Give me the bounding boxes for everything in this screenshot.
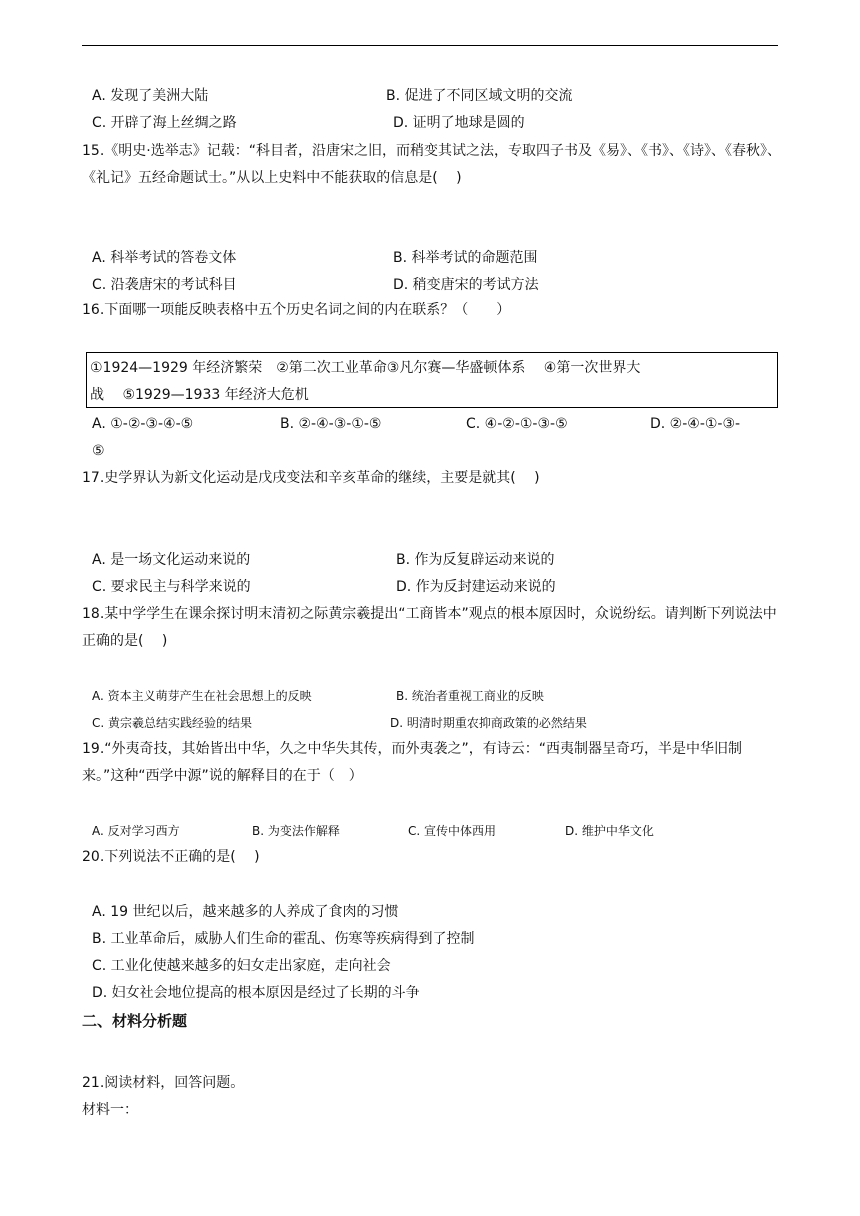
q14-option-d[interactable]: D. 证明了地球是圆的 (393, 115, 525, 131)
q20-option-d[interactable]: D. 妇女社会地位提高的根本原因是经过了长期的斗争 (92, 985, 420, 1001)
q20-option-a[interactable]: A. 19 世纪以后，越来越多的人养成了食肉的习惯 (92, 904, 399, 920)
q17-option-d[interactable]: D. 作为反封建运动来说的 (396, 579, 556, 595)
q18-option-a[interactable]: A. 资本主义萌芽产生在社会思想上的反映 (92, 689, 312, 703)
q19-stem: 19.“外夷奇技，其始皆出中华，久之中华失其传，而外夷袭之”，有诗云：“西夷制器呈奇巧，半是中华旧制来。”这种“西学中源”说的解释目的在于（ ） (82, 741, 743, 784)
q15-option-b[interactable]: B. 科举考试的命题范围 (393, 250, 538, 266)
q15-option-d[interactable]: D. 稍变唐宋的考试方法 (393, 277, 539, 293)
q21-stem: 21.阅读材料，回答问题。 (82, 1075, 245, 1091)
q18-option-b[interactable]: B. 统治者重视工商业的反映 (396, 689, 544, 703)
q16-option-a[interactable]: A. ①-②-③-④-⑤ (92, 416, 194, 432)
q20-option-b[interactable]: B. 工业革命后，威胁人们生命的霍乱、伤寒等疾病得到了控制 (92, 931, 475, 947)
q16-terms-line1: ①1924—1929 年经济繁荣 ②第二次工业革命③凡尔赛—华盛顿体系 ④第一次世界大 (90, 360, 641, 376)
q17-stem: 17.史学界认为新文化运动是戊戌变法和辛亥革命的继续，主要是就其( ) (82, 470, 540, 486)
q16-option-c[interactable]: C. ④-②-①-③-⑤ (466, 416, 568, 432)
q19-option-d[interactable]: D. 维护中华文化 (565, 824, 654, 838)
header-rule (82, 45, 778, 46)
q15-option-c[interactable]: C. 沿袭唐宋的考试科目 (92, 277, 237, 293)
q17-option-a[interactable]: A. 是一场文化运动来说的 (92, 552, 251, 568)
q19-option-a[interactable]: A. 反对学习西方 (92, 824, 180, 838)
q19-option-b[interactable]: B. 为变法作解释 (252, 824, 340, 838)
q20-stem: 20.下列说法不正确的是( ) (82, 849, 260, 865)
q16-terms-line2: 战 ⑤1929—1933 年经济大危机 (90, 387, 309, 403)
q14-option-b[interactable]: B. 促进了不同区域文明的交流 (386, 88, 573, 104)
q17-option-b[interactable]: B. 作为反复辟运动来说的 (396, 552, 555, 568)
q18-option-d[interactable]: D. 明清时期重农抑商政策的必然结果 (390, 716, 587, 730)
q21-material-one-label: 材料一： (82, 1102, 138, 1118)
q14-option-c[interactable]: C. 开辟了海上丝绸之路 (92, 115, 237, 131)
q15-stem: 15.《明史·选举志》记载：“科目者，沿唐宋之旧，而稍变其试之法，专取四子书及《易》、《书》、《诗》、《春秋》、《礼记》五经命题试士。”从以上史料中不能获取的信息是( ) (82, 143, 781, 186)
q18-stem: 18.某中学学生在课余探讨明末清初之际黄宗羲提出“工商皆本”观点的根本原因时，众说纷纭。请判断下列说法中正确的是( ) (82, 606, 777, 649)
q19-option-c[interactable]: C. 宣传中体西用 (408, 824, 497, 838)
q18-option-c[interactable]: C. 黄宗羲总结实践经验的结果 (92, 716, 253, 730)
section-heading-material-analysis: 二、材料分析题 (82, 1012, 188, 1030)
q16-option-d-wrap: ⑤ (92, 443, 105, 459)
q20-option-c[interactable]: C. 工业化使越来越多的妇女走出家庭，走向社会 (92, 958, 391, 974)
q16-option-b[interactable]: B. ②-④-③-①-⑤ (280, 416, 382, 432)
q17-option-c[interactable]: C. 要求民主与科学来说的 (92, 579, 251, 595)
q14-option-a[interactable]: A. 发现了美洲大陆 (92, 88, 209, 104)
q16-stem: 16.下面哪一项能反映表格中五个历史名词之间的内在联系？（ ） (82, 302, 511, 318)
q15-option-a[interactable]: A. 科举考试的答卷文体 (92, 250, 237, 266)
q16-option-d[interactable]: D. ②-④-①-③- (650, 416, 741, 432)
